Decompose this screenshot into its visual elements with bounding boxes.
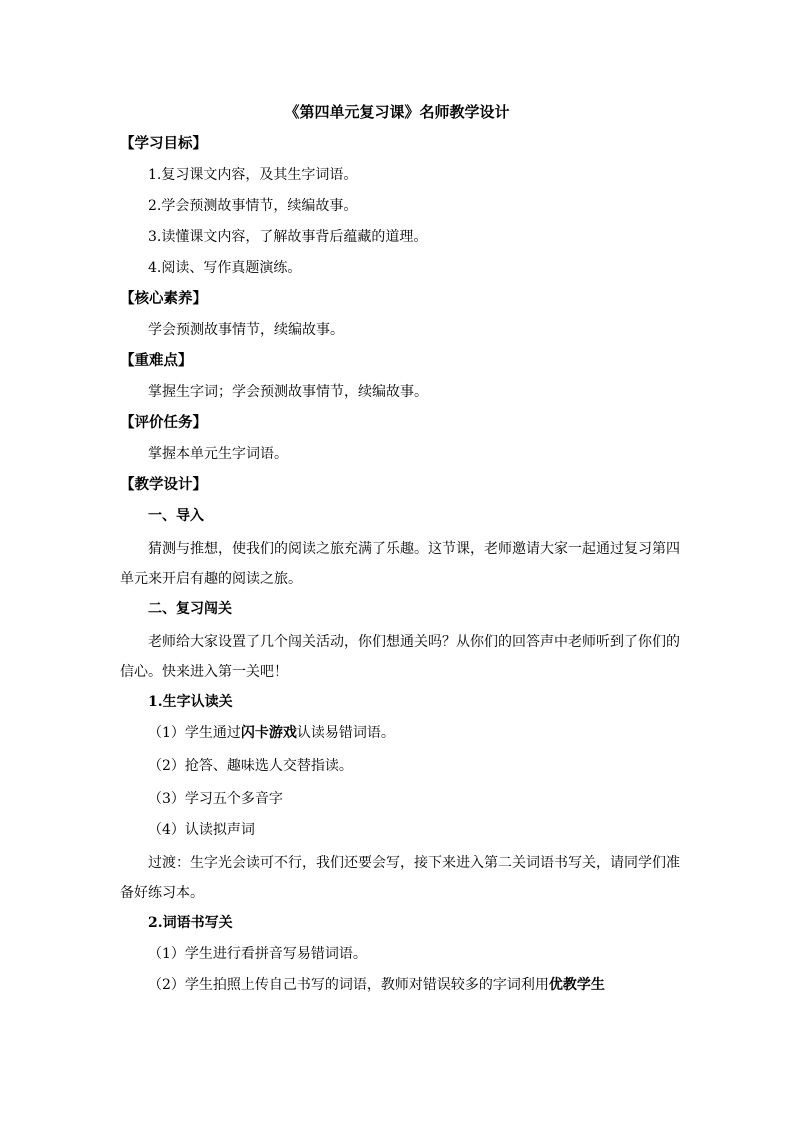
level2-item-1: （1）学生进行看拼音写易错词语。 bbox=[148, 946, 367, 962]
level1-item-1 bbox=[148, 721, 680, 745]
eval-heading: 【评价任务】 bbox=[120, 414, 207, 431]
level1-item-1-suffix: 认读易错词语。 bbox=[296, 725, 395, 741]
level2-item-2-bold: 优教学生 bbox=[548, 977, 605, 993]
part2-text: 老师给大家设置了几个闯关活动，你们想通关吗？从你们的回答声中老师听到了你们的信心。快来进入第一关吧！ bbox=[120, 634, 680, 680]
level1-item-2: （2）抢答、趣味选人交替指读。 bbox=[148, 758, 353, 774]
part1-heading: 一、导入 bbox=[148, 508, 204, 524]
goal-item-1: 1.复习课文内容，及其生字词语。 bbox=[148, 167, 358, 183]
level1-item-4: （4）认读拟声词 bbox=[148, 822, 255, 838]
level1-item-3: （3）学习五个多音字 bbox=[148, 791, 283, 807]
document-title: 《第四单元复习课》名师教学设计 bbox=[284, 103, 510, 121]
transition-text: 过渡：生字光会读可不行，我们还要会写，接下来进入第二关词语书写关，请同学们准备好练习本。 bbox=[120, 855, 680, 901]
part2-heading: 二、复习闯关 bbox=[148, 601, 232, 617]
level1-heading: 1.生字认读关 bbox=[148, 694, 233, 710]
level1-item-1-bold: 闪卡游戏 bbox=[240, 725, 297, 741]
core-heading: 【核心素养】 bbox=[120, 290, 207, 307]
goal-item-4: 4.阅读、写作真题演练。 bbox=[148, 260, 302, 276]
eval-text: 掌握本单元生字词语。 bbox=[148, 446, 288, 462]
part1-text: 猜测与推想，使我们的阅读之旅充满了乐趣。这节课，老师邀请大家一起通过复习第四单元来开启有趣的阅读之旅。 bbox=[120, 541, 680, 587]
goal-item-3: 3.读懂课文内容，了解故事背后蕴藏的道理。 bbox=[148, 229, 428, 245]
level2-heading: 2.词语书写关 bbox=[148, 915, 233, 931]
design-heading: 【教学设计】 bbox=[120, 476, 207, 493]
key-heading: 【重难点】 bbox=[120, 352, 193, 369]
core-text: 学会预测故事情节，续编故事。 bbox=[148, 322, 344, 338]
goal-item-2: 2.学会预测故事情节，续编故事。 bbox=[148, 198, 358, 214]
level1-item-1-prefix: （1）学生通过 bbox=[148, 725, 241, 741]
key-text: 掌握生字词；学会预测故事情节，续编故事。 bbox=[148, 384, 428, 400]
level2-item-2-prefix: （2）学生拍照上传自己书写的词语，教师对错误较多的字词利用 bbox=[148, 977, 549, 993]
level2-item-2 bbox=[148, 973, 680, 997]
goals-heading: 【学习目标】 bbox=[120, 135, 207, 152]
